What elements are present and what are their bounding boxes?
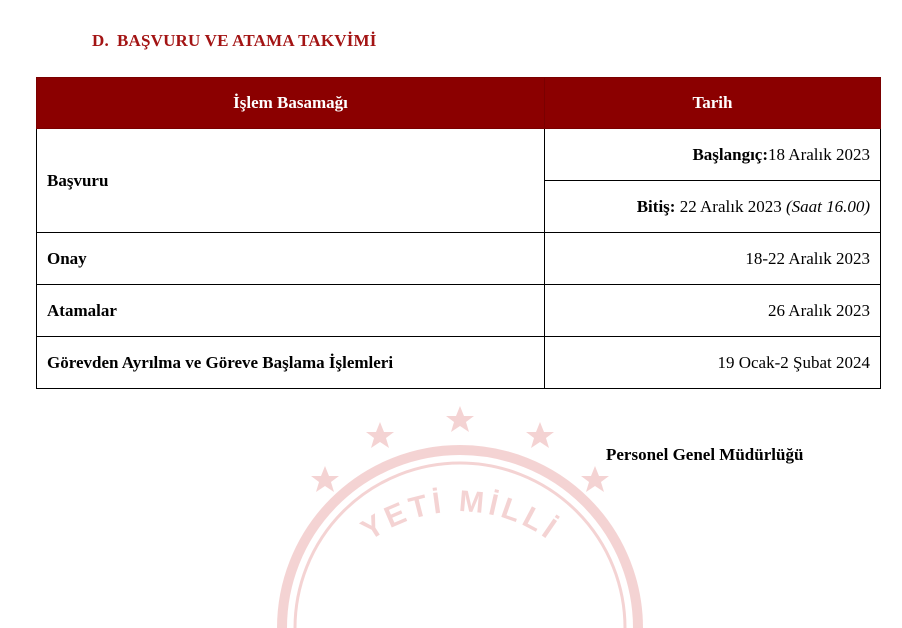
table-row: [37, 337, 881, 389]
date-onay: 18-22 Aralık 2023: [545, 233, 881, 285]
section-title: BAŞVURU VE ATAMA TAKVİMİ: [116, 31, 377, 50]
seal-watermark: [230, 388, 690, 628]
end-label: Bitiş:: [636, 196, 676, 216]
table-row: [37, 285, 881, 337]
step-atamalar: Atamalar: [37, 285, 545, 337]
schedule-table: [36, 77, 881, 389]
svg-text:YETİ MİLLİ: [356, 485, 565, 547]
date-basvuru-end: [545, 181, 881, 233]
table-row: [37, 129, 881, 181]
section-heading: [92, 31, 377, 51]
end-note: (Saat 16.00): [785, 196, 870, 216]
table-header-row: [37, 78, 881, 129]
signature-footer: Personel Genel Müdürlüğü: [606, 445, 804, 464]
step-onay: Onay: [37, 233, 545, 285]
column-header-step: İşlem Basamağı: [37, 78, 545, 129]
column-header-date: Tarih: [545, 78, 881, 129]
start-label: Başlangıç:: [692, 144, 768, 164]
seal-text: YETİ MİLLİ: [355, 484, 566, 548]
end-value: 22 Aralık 2023: [675, 196, 786, 216]
date-basvuru-start: [545, 129, 881, 181]
table-row: [37, 233, 881, 285]
start-value: 18 Aralık 2023: [768, 144, 870, 164]
seal-stars: [311, 406, 609, 492]
step-gorevden-ayrilma: Görevden Ayrılma ve Göreve Başlama İşlemleri: [37, 337, 545, 389]
step-basvuru: Başvuru: [37, 129, 545, 233]
section-letter: D.: [92, 31, 109, 50]
date-gorevden-ayrilma: 19 Ocak-2 Şubat 2024: [545, 337, 881, 389]
date-atamalar: 26 Aralık 2023: [545, 285, 881, 337]
